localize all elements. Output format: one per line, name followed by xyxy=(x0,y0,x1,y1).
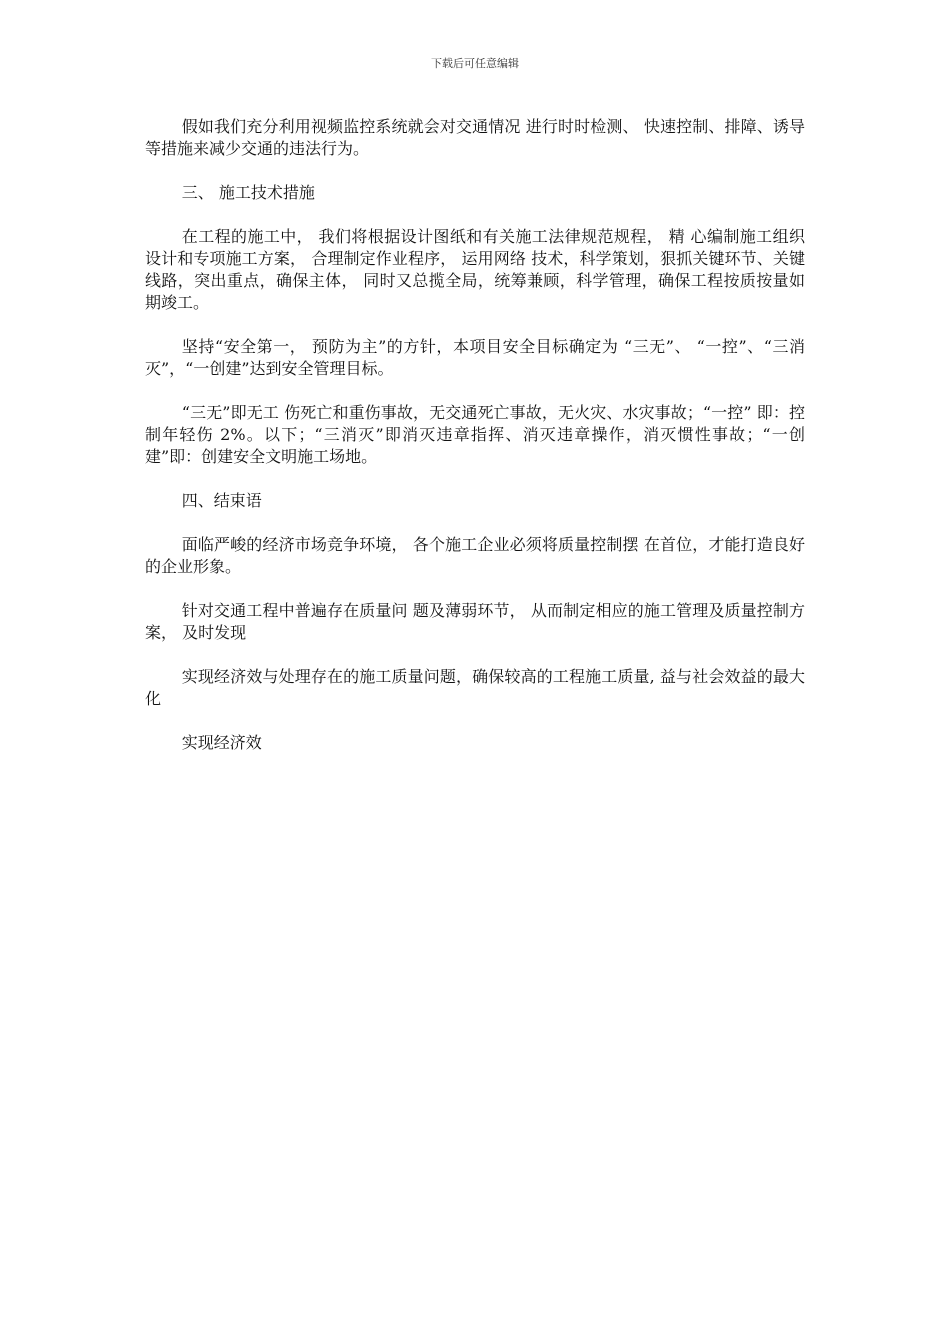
paragraph-video-monitoring: 假如我们充分利用视频监控系统就会对交通情况 进行时时检测、 快速控制、排障、诱导等措施来减少交通的违法行为。 xyxy=(145,117,805,158)
paragraph-construction-plan: 在工程的施工中， 我们将根据设计图纸和有关施工法律规范规程， 精 心编制施工组织设计和专项施工方案， 合理制定作业程序， 运用网络 技术，科学策划，狠抓关键环节、关键线路，突出重点，确保主体， 同时又总揽全局，统筹兼顾，科学管理，确保工程按质按量如期竣工。 xyxy=(145,227,805,312)
paragraph-safety-policy: 坚持“安全第一， 预防为主”的方针，本项目安全目标确定为 “三无”、 “一控”、“三消灭”，“一创建”达到安全管理目标。 xyxy=(145,337,805,378)
paragraph-safety-targets: “三无”即无工 伤死亡和重伤事故，无交通死亡事故，无火灾、水灾事故；“一控” 即：控制年轻伤 2%。以下；“三消灭”即消灭违章指挥、消灭违章操作，消灭惯性事故；“一创建”即：创建安全文明施工场地。 xyxy=(145,403,805,466)
section-heading-construction-measures: 三、 施工技术措施 xyxy=(181,183,315,202)
page-header: 下载后可任意编辑 xyxy=(431,57,519,70)
document-body xyxy=(145,116,805,776)
section-heading-conclusion: 四、结束语 xyxy=(181,491,262,510)
paragraph-market-competition: 面临严峻的经济市场竞争环境， 各个施工企业必须将质量控制摆 在首位，才能打造良好的企业形象。 xyxy=(145,535,805,576)
paragraph-economic-benefit-fragment: 实现经济效 xyxy=(181,733,262,752)
paragraph-quality-issues: 针对交通工程中普遍存在质量问 题及薄弱环节， 从而制定相应的施工管理及质量控制方案， 及时发现 xyxy=(145,601,805,642)
paragraph-economic-benefit: 实现经济效与处理存在的施工质量问题，确保较高的工程施工质量, 益与社会效益的最大化 xyxy=(145,667,805,708)
